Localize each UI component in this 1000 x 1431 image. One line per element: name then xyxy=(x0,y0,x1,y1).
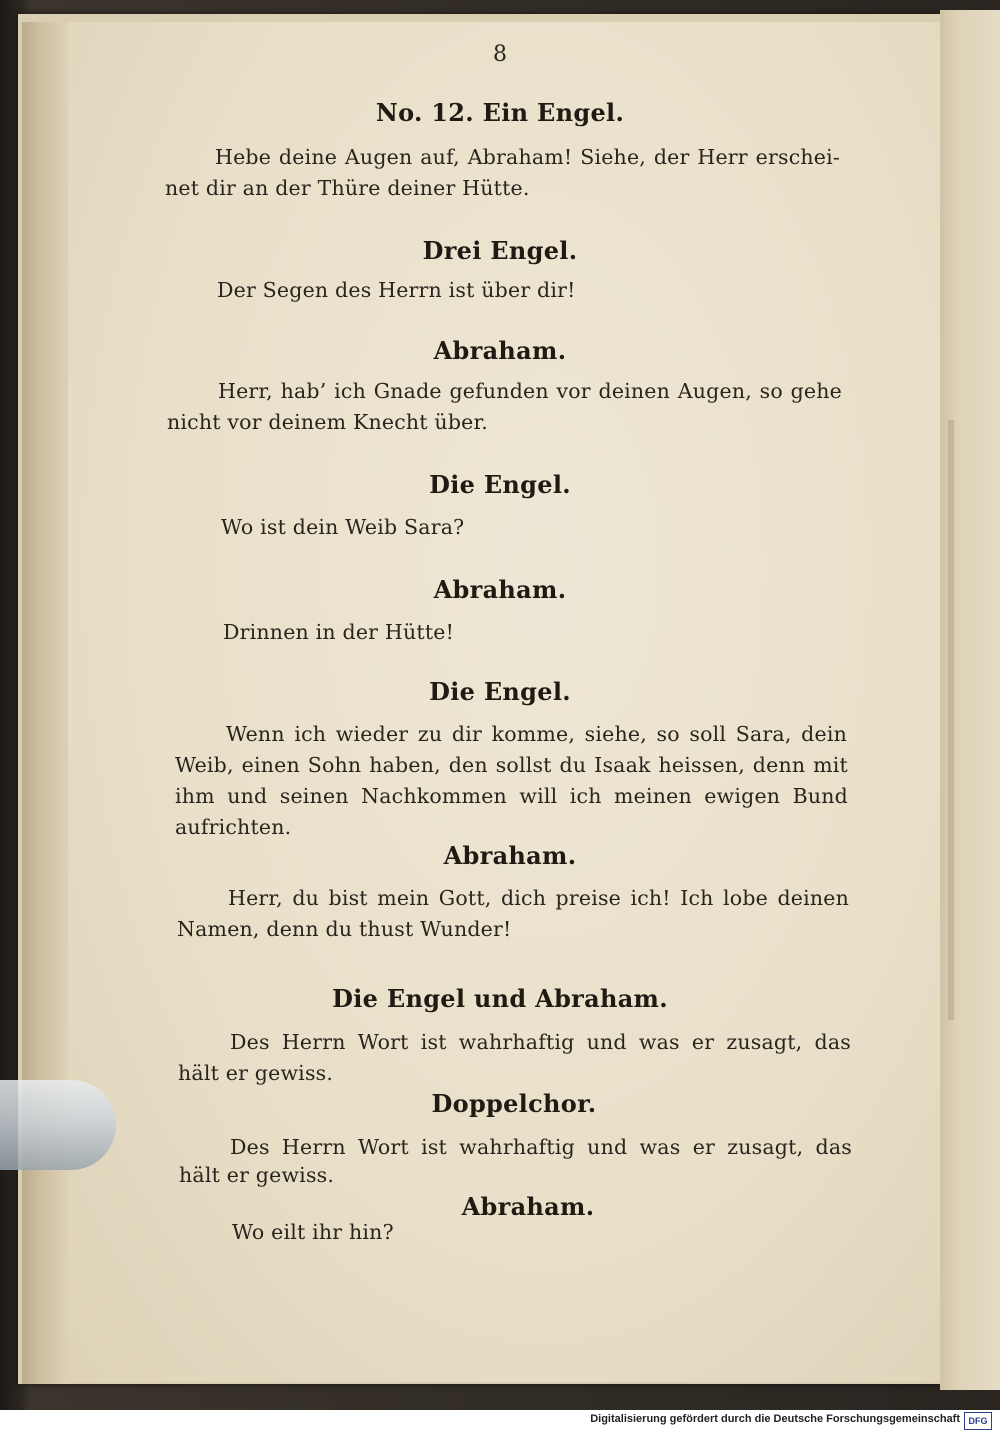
text-line: aufrichten. xyxy=(175,815,292,839)
funding-notice: Digitalisierung gefördert durch die Deutsche Forschungsgemeinschaft xyxy=(590,1413,960,1425)
text-line: Drinnen in der Hütte! xyxy=(223,620,455,644)
text-line: Namen, denn du thust Wunder! xyxy=(177,917,512,941)
text-line: Wo ist dein Weib Sara? xyxy=(221,515,465,539)
text-line: nicht vor deinem Knecht über. xyxy=(167,410,488,434)
dfg-logo-icon: DFG xyxy=(964,1412,992,1430)
next-page-fold xyxy=(948,420,954,1020)
text-line: Herr, du bist mein Gott, dich preise ich! Ich lobe deinen xyxy=(228,886,849,910)
section-heading: Doppelchor. xyxy=(431,1089,597,1118)
text-line: ihm und seinen Nachkommen will ich meinen ewigen Bund xyxy=(175,784,848,808)
text-line: Herr, hab’ ich Gnade gefunden vor deinen Augen, so gehe xyxy=(218,379,842,403)
section-heading: Die Engel. xyxy=(429,677,571,706)
section-heading: Die Engel und Abraham. xyxy=(332,984,668,1013)
section-heading: Drei Engel. xyxy=(422,236,578,265)
text-line: Des Herrn Wort ist wahrhaftig und was er zusagt, das xyxy=(230,1030,851,1054)
section-heading: No. 12. Ein Engel. xyxy=(375,98,625,127)
section-heading: Die Engel. xyxy=(429,470,571,499)
text-line: Wenn ich wieder zu dir komme, siehe, so soll Sara, dein xyxy=(226,722,847,746)
text-line: net dir an der Thüre deiner Hütte. xyxy=(165,176,530,200)
section-heading: Abraham. xyxy=(433,575,567,604)
text-line: hält er gewiss. xyxy=(178,1061,334,1085)
section-heading: Abraham. xyxy=(443,841,577,870)
text-line: Wo eilt ihr hin? xyxy=(232,1220,394,1244)
text-line: Hebe deine Augen auf, Abraham! Siehe, der Herr erschei- xyxy=(215,145,840,169)
page-number: 8 xyxy=(493,42,507,67)
text-line: Der Segen des Herrn ist über dir! xyxy=(217,278,576,302)
text-line: Weib, einen Sohn haben, den sollst du Isaak heissen, denn mit xyxy=(175,753,848,777)
section-heading: Abraham. xyxy=(461,1192,595,1221)
section-heading: Abraham. xyxy=(433,336,567,365)
text-line: Des Herrn Wort ist wahrhaftig und was er zusagt, das xyxy=(230,1135,852,1159)
text-line: hält er gewiss. xyxy=(179,1163,335,1187)
